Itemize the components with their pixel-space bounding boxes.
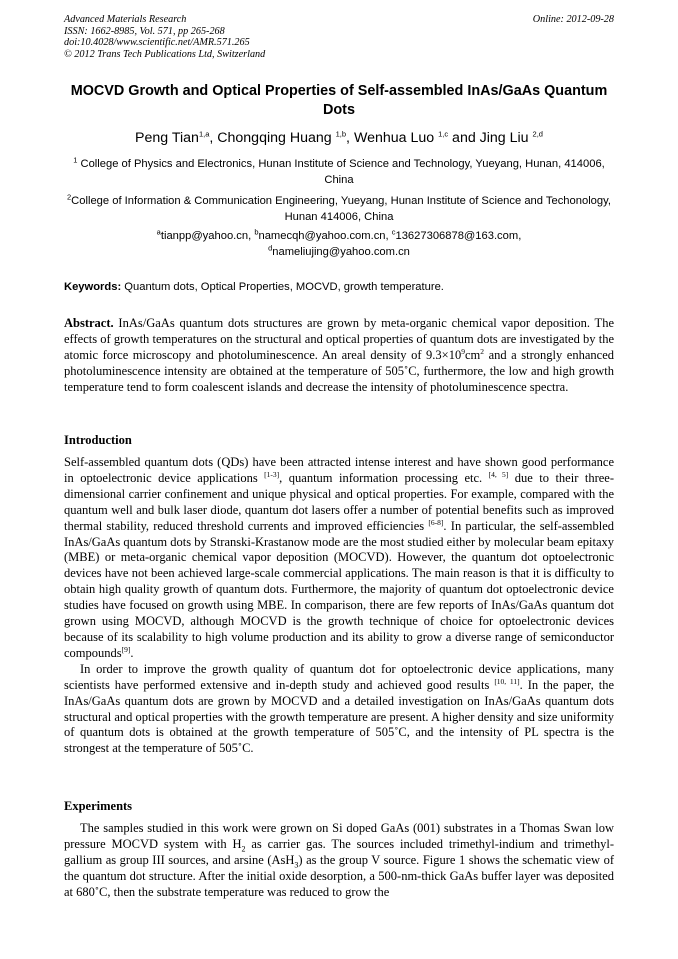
citation-ref: [10, 11] bbox=[494, 676, 520, 686]
affiliation-1 bbox=[64, 156, 614, 188]
paragraph-text: . In the paper, the InAs/GaAs quantum dots are grown by MOCVD and a detailed investigation on InAs/GaAs quantum dots structural and optical properties with the growth temperature are present. A higher density and size uniformity of quantum dots is obtained at the growth temperature of 505˚C, and the intensity of PL spectra is the strongest at the temperature of 505˚C. bbox=[64, 677, 615, 756]
keywords-text: Quantum dots, Optical Properties, MOCVD, growth temperature. bbox=[121, 281, 444, 293]
abstract-label: Abstract. bbox=[64, 316, 114, 330]
paragraph-text: . In particular, the self-assembled InAs/GaAs quantum dots by Stranski-Krastanow mode are the most studied either by molecular beam epitaxy (MBE) or meta-organic chemical vapor deposition (MOCVD). However, the quantum dot optoelectronic devices have not been achieved large-scale commercial applications. The main reason is that it is difficulty to obtain high quality growth of quantum dots. Furthermore, the majority of quantum dot optoelectronic device studies have focused on growth using MBE. In comparison, there are few reports of InAs/GaAs quantum dot grown using MOCVD, although MOCVD is the growth technique of choice for optoelectronic devices because of its scalability to high volume production and its ability to grow a diverse range of semiconductor compounds bbox=[64, 518, 614, 660]
doi-line: doi:10.4028/www.scientific.net/AMR.571.265 bbox=[64, 37, 250, 49]
email-mark: b bbox=[254, 227, 259, 237]
introduction-paragraph-2 bbox=[64, 662, 614, 757]
author-name: Wenhua Luo bbox=[353, 130, 435, 146]
paragraph-text: In order to improve the growth quality of quantum dot for optoelectronic device applications, many scientists have performed extensive and in-depth study and achieved good results bbox=[64, 661, 614, 692]
copyright-line: © 2012 Trans Tech Publications Ltd, Switzerland bbox=[64, 49, 266, 61]
paragraph-text: Self-assembled quantum dots (QDs) have been attracted intense interest and have shown good performance in optoelectronic device applications bbox=[64, 455, 614, 485]
chemical-subscript: 2 bbox=[241, 844, 246, 854]
paragraph-text: ) as the group V source. Figure 1 shows the schematic view of the quantum dot structure. After the initial oxide desorption, a 500-nm-thick GaAs buffer layer was deposited at 680˚C, then the substrate temperature was reduced to grow the bbox=[64, 852, 614, 899]
citation-ref: [1-3] bbox=[264, 469, 280, 479]
email-address: tianpp@yahoo.cn, bbox=[160, 230, 255, 242]
email-mark: c bbox=[391, 227, 396, 237]
affiliation-mark: 2 bbox=[67, 192, 72, 202]
abstract-exponent: 9 bbox=[461, 346, 465, 356]
abstract bbox=[64, 316, 614, 396]
affiliation-text: College of Information & Communication Engineering, Yueyang, Hunan Institute of Science and Techonology, Hunan 414006, China bbox=[71, 195, 611, 223]
author-mark: 1,a bbox=[198, 129, 210, 139]
section-heading-experiments: Experiments bbox=[64, 799, 133, 813]
keywords-label: Keywords: bbox=[64, 281, 122, 293]
affiliation-2 bbox=[64, 193, 614, 225]
online-date: Online: 2012-09-28 bbox=[532, 14, 614, 25]
abstract-text: cm bbox=[464, 347, 481, 362]
author-list bbox=[64, 129, 614, 147]
chemical-subscript: 3 bbox=[294, 860, 299, 870]
email-mark: a bbox=[156, 227, 161, 237]
paragraph-text: , quantum information processing etc. bbox=[279, 470, 489, 485]
author-name: Peng Tian bbox=[135, 130, 199, 146]
author-separator: , bbox=[346, 130, 354, 146]
paragraph-text: due to their three-dimensional carrier confinement and unique physical and optical properties. For example, compared with the quantum well and bulk laser diode, quantum dot lasers offer a number of potential benefits such as improved thermal stability, reduced threshold currents and improved efficiencies bbox=[64, 470, 614, 533]
author-mark: 1,c bbox=[438, 129, 449, 139]
citation-ref: [6-8] bbox=[428, 517, 444, 527]
paragraph-text: The samples studied in this work were grown on Si doped GaAs (001) substrates in a Thomas Swan low pressure MOCVD system with H bbox=[64, 821, 614, 851]
journal-name: Advanced Materials Research bbox=[64, 14, 187, 25]
citation-ref: [9] bbox=[121, 644, 131, 654]
email-address: namecqh@yahoo.com.cn, bbox=[258, 230, 392, 242]
issn-line: ISSN: 1662-8985, Vol. 571, pp 265-268 bbox=[64, 25, 225, 37]
paper-title: MOCVD Growth and Optical Properties of Self-assembled InAs/GaAs Quantum Dots bbox=[70, 83, 608, 118]
introduction-body bbox=[64, 455, 614, 757]
author-name: Chongqing Huang bbox=[217, 130, 332, 146]
email-mark: d bbox=[268, 243, 273, 253]
author-mark: 2,d bbox=[532, 129, 543, 139]
author-separator: and bbox=[448, 130, 480, 146]
citation-ref: [4, 5] bbox=[488, 469, 509, 479]
paragraph-text: . bbox=[130, 645, 134, 660]
abstract-text: and a strongly enhanced photoluminescence intensity are obtained at the temperature of 505˚C, furthermore, the low and high growth temperature tend to form coalescent islands and decrease the intensity of photoluminescence spectra. bbox=[64, 347, 614, 394]
email-address: nameliujing@yahoo.com.cn bbox=[272, 246, 410, 258]
introduction-paragraph-1 bbox=[64, 455, 614, 662]
abstract-exponent: 2 bbox=[480, 346, 485, 356]
keywords bbox=[64, 280, 614, 294]
email-list bbox=[64, 228, 614, 260]
author-mark: 1,b bbox=[335, 129, 347, 139]
abstract-text: InAs/GaAs quantum dots structures are grown by meta-organic chemical vapor deposition. The effects of growth temperatures on the structural and optical properties of quantum dots are investigated by the atomic force microscopy and photoluminescence. An areal density of 9.3×10 bbox=[64, 316, 614, 362]
author-name: Jing Liu bbox=[479, 130, 529, 146]
experiments-paragraph-1 bbox=[64, 821, 614, 901]
journal-header bbox=[64, 14, 614, 61]
section-heading-introduction: Introduction bbox=[64, 433, 132, 447]
email-address: 13627306878@163.com, bbox=[395, 230, 522, 242]
affiliation-mark: 1 bbox=[73, 155, 78, 165]
author-separator: , bbox=[209, 130, 218, 146]
experiments-body bbox=[64, 821, 614, 901]
paragraph-text: as carrier gas. The sources included trimethyl-indium and trimethyl-gallium as group III sources, and arsine (AsH bbox=[64, 836, 614, 867]
affiliation-text: College of Physics and Electronics, Hunan Institute of Science and Technology, Yueyang, Hunan, 414006, China bbox=[77, 158, 605, 186]
